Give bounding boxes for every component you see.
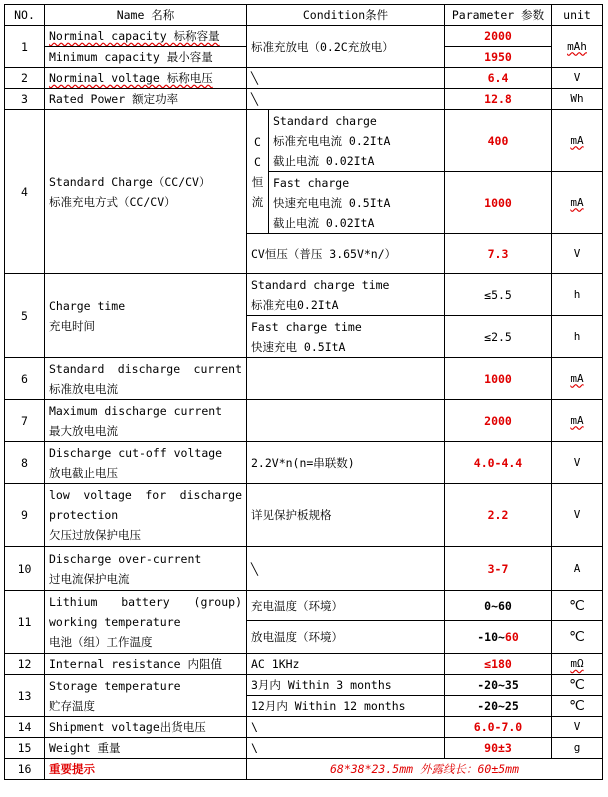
name-line: Standard Charge（CC/CV）	[49, 174, 211, 189]
row-unit: V	[552, 484, 603, 547]
row-name: 重要提示	[45, 759, 247, 780]
table-row	[5, 442, 603, 484]
header-parameter: Parameter 参数	[445, 5, 552, 26]
cond-line: 截止电流 0.02ItA	[273, 153, 375, 168]
table-row	[5, 717, 603, 738]
row-name	[45, 26, 247, 47]
row-value	[445, 591, 552, 621]
row-condition	[247, 316, 445, 358]
row-name	[45, 358, 247, 400]
row-value: 1000	[445, 358, 552, 400]
row-value: 2000	[445, 400, 552, 442]
table-row	[5, 675, 603, 696]
cc-char: 流	[251, 194, 264, 209]
name-line: protection	[49, 508, 119, 522]
row-condition	[269, 172, 445, 234]
name-line: Discharge over-current	[49, 551, 202, 566]
cond-line: 快速充电电流 0.5ItA	[273, 195, 391, 210]
row-condition	[247, 358, 445, 400]
table-row	[5, 68, 603, 89]
row-value: 6.0-7.0	[445, 717, 552, 738]
name-line: Charge time	[49, 298, 126, 313]
row-no: 6	[5, 358, 45, 400]
name-text: Norminal capacity 标称容量	[49, 29, 220, 43]
row-name	[45, 400, 247, 442]
row-unit: h	[552, 274, 603, 316]
value-highlight: 60	[504, 630, 519, 644]
row-unit: h	[552, 316, 603, 358]
name-line: 贮存温度	[49, 698, 95, 713]
row-unit	[552, 26, 603, 68]
row-unit: ℃	[552, 591, 603, 621]
row-name: Minimum capacity 最小容量	[45, 47, 247, 68]
name-line: 电池（组）工作温度	[49, 635, 153, 649]
row-value: 90±3	[445, 738, 552, 759]
row-unit: A	[552, 547, 603, 591]
row-condition: 2.2V*n(n=串联数)	[247, 442, 445, 484]
row-value: 1000	[445, 172, 552, 234]
table-row	[5, 738, 603, 759]
row-unit	[552, 358, 603, 400]
row-no: 12	[5, 654, 45, 675]
row-no: 1	[5, 26, 45, 68]
row-no: 10	[5, 547, 45, 591]
cond-line: 截止电流 0.02ItA	[273, 215, 375, 230]
row-value: 7.3	[445, 234, 552, 274]
row-no: 3	[5, 89, 45, 110]
row-condition: 详见保护板规格	[247, 484, 445, 547]
unit-text: mA	[570, 195, 584, 209]
row-name	[45, 591, 247, 654]
row-no: 4	[5, 110, 45, 274]
row-no: 7	[5, 400, 45, 442]
header-condition: Condition条件	[247, 5, 445, 26]
cond-line: Fast charge	[273, 175, 350, 190]
row-unit: Wh	[552, 89, 603, 110]
table-row	[5, 759, 603, 780]
name-line: working temperature	[49, 615, 181, 629]
row-unit: V	[552, 234, 603, 274]
name-line: 最大放电电流	[49, 423, 118, 438]
row-no: 14	[5, 717, 45, 738]
row-no: 16	[5, 759, 45, 780]
table-row	[5, 547, 603, 591]
row-condition: ╲	[247, 68, 445, 89]
row-unit: g	[552, 738, 603, 759]
row-value: 6.4	[445, 68, 552, 89]
row-name: Rated Power 额定功率	[45, 89, 247, 110]
row-value: 4.0-4.4	[445, 442, 552, 484]
cond-line: Fast charge time	[251, 319, 362, 334]
cc-char: 恒	[251, 174, 264, 189]
unit-text: mAh	[567, 39, 587, 53]
header-unit: unit	[552, 5, 603, 26]
row-unit: V	[552, 68, 603, 89]
value-text: -10~	[477, 630, 505, 644]
header-name: Name 名称	[45, 5, 247, 26]
row-value: 1950	[445, 47, 552, 68]
cond-line: Standard charge	[273, 113, 377, 128]
row-value: -20~25	[445, 696, 552, 717]
table-row	[5, 484, 603, 547]
header-no: NO.	[5, 5, 45, 26]
table-row	[5, 654, 603, 675]
row-no: 13	[5, 675, 45, 717]
row-unit: ℃	[552, 675, 603, 696]
row-unit: ℃	[552, 696, 603, 717]
name-line: 充电时间	[49, 318, 95, 333]
table-row	[5, 110, 603, 172]
name-line: Maximum discharge current	[49, 403, 223, 418]
name-line: Discharge cut-off voltage	[49, 445, 223, 460]
row-unit	[552, 110, 603, 172]
row-name	[45, 675, 247, 717]
row-condition: 3月内 Within 3 months	[247, 675, 445, 696]
row-name	[45, 274, 247, 358]
row-condition: 12月内 Within 12 months	[247, 696, 445, 717]
row-value: -20~35	[445, 675, 552, 696]
row-unit: V	[552, 717, 603, 738]
name-line: 放电截止电压	[49, 465, 118, 480]
cc-char: C	[254, 134, 261, 149]
header-row	[5, 5, 603, 26]
row-value: ≤5.5	[445, 274, 552, 316]
name-line: Lithium battery (group)	[49, 595, 242, 609]
row-condition: 充电温度（环境）	[247, 591, 445, 621]
row-value: 400	[445, 110, 552, 172]
row-unit: V	[552, 442, 603, 484]
row-no: 8	[5, 442, 45, 484]
name-line: 标准充电方式（CC/CV）	[49, 194, 176, 209]
row-condition: ╲	[247, 89, 445, 110]
name-text: Norminal voltage 标称电压	[49, 71, 213, 85]
row-name: Weight 重量	[45, 738, 247, 759]
table-row	[5, 358, 603, 400]
row-value: ≤2.5	[445, 316, 552, 358]
row-value: 3-7	[445, 547, 552, 591]
row-no: 9	[5, 484, 45, 547]
cc-label	[247, 110, 269, 234]
row-condition	[269, 110, 445, 172]
row-name: Internal resistance 内阻值	[45, 654, 247, 675]
table-row	[5, 591, 603, 621]
row-condition: 标准充放电（0.2C充放电）	[247, 26, 445, 68]
row-name	[45, 484, 247, 547]
unit-text: mA	[570, 413, 584, 427]
row-condition: AC 1KHz	[247, 654, 445, 675]
important-note: 68*38*23.5mm 外露线长：60±5mm	[247, 759, 603, 780]
row-condition	[247, 274, 445, 316]
table-row	[5, 400, 603, 442]
name-line: 标准放电电流	[49, 381, 118, 396]
row-condition: \	[247, 738, 445, 759]
value-highlight: 60	[498, 598, 512, 613]
row-name	[45, 547, 247, 591]
name-line: Storage temperature	[49, 678, 181, 693]
cond-line: 标准充电电流 0.2ItA	[273, 133, 391, 148]
row-value: 2000	[445, 26, 552, 47]
row-no: 15	[5, 738, 45, 759]
row-value: ≤180	[445, 654, 552, 675]
name-line: Standard discharge current	[49, 361, 242, 376]
row-no: 11	[5, 591, 45, 654]
cond-line: 快速充电 0.5ItA	[251, 339, 346, 354]
row-name	[45, 110, 247, 274]
cond-line: Standard charge time	[251, 277, 390, 292]
row-unit	[552, 654, 603, 675]
row-value: 2.2	[445, 484, 552, 547]
row-value: 12.8	[445, 89, 552, 110]
table-row	[5, 26, 603, 47]
row-condition: 放电温度（环境）	[247, 621, 445, 654]
unit-text: mA	[570, 371, 584, 385]
row-unit: ℃	[552, 621, 603, 654]
unit-text: mA	[570, 133, 584, 147]
name-line: 欠压过放保护电压	[49, 528, 141, 542]
row-name	[45, 68, 247, 89]
name-line: 过电流保护电流	[49, 571, 130, 586]
value-text: 0~	[484, 598, 498, 613]
row-name	[45, 442, 247, 484]
cc-char: C	[254, 154, 261, 169]
row-name: Shipment voltage出货电压	[45, 717, 247, 738]
spec-table	[4, 4, 603, 780]
row-unit	[552, 400, 603, 442]
table-row	[5, 274, 603, 316]
cond-line: 标准充电0.2ItA	[251, 297, 339, 312]
row-no: 5	[5, 274, 45, 358]
row-no: 2	[5, 68, 45, 89]
row-condition	[247, 400, 445, 442]
row-value	[445, 621, 552, 654]
row-condition: \	[247, 717, 445, 738]
row-unit	[552, 172, 603, 234]
name-line: low voltage for discharge	[49, 488, 242, 502]
row-condition: ╲	[247, 547, 445, 591]
row-condition: CV恒压（普压 3.65V*n/）	[247, 234, 445, 274]
table-row	[5, 89, 603, 110]
unit-text: mΩ	[570, 657, 584, 670]
